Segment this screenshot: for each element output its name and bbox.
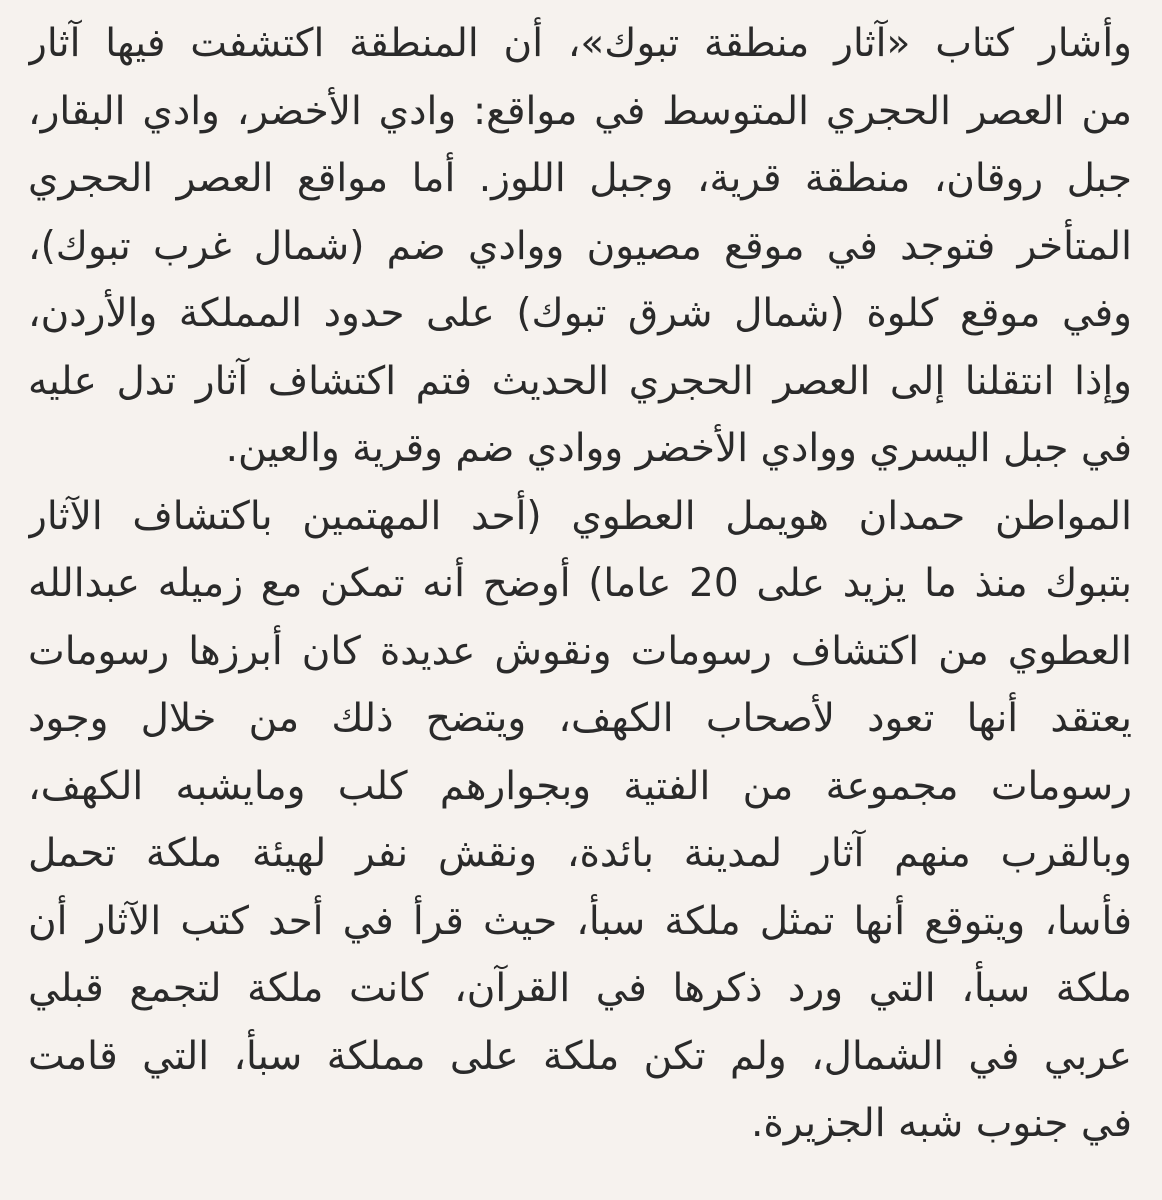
- text-line: المتأخر فتوجد في موقع مصيون ووادي ضم (شمال غرب تبوك)،: [28, 223, 1132, 269]
- text-line: عربي في الشمال، ولم تكن ملكة على مملكة سبأ، التي قامت: [28, 1033, 1132, 1079]
- text-line: المواطن حمدان هويمل العطوي (أحد المهتمين باكتشاف الآثار: [28, 493, 1132, 539]
- text-line: يعتقد أنها تعود لأصحاب الكهف، ويتضح ذلك من خلال وجود: [28, 696, 1132, 741]
- text-line: بتبوك منذ ما يزيد على 20 عاما) أوضح أنه تمكن مع زميله عبدالله: [28, 561, 1132, 606]
- text-line: في جنوب شبه الجزيرة.: [750, 1101, 1132, 1146]
- text-line: وإذا انتقلنا إلى العصر الحجري الحديث فتم اكتشاف آثار تدل عليه: [28, 358, 1132, 404]
- text-line: فأسا، ويتوقع أنها تمثل ملكة سبأ، حيث قرأ في أحد كتب الآثار أن: [28, 898, 1132, 944]
- text-line: جبل روقان، منطقة قرية، وجبل اللوز. أما مواقع العصر الحجري: [28, 156, 1132, 201]
- paragraph: [28, 483, 1132, 1158]
- text-line: وبالقرب منهم آثار لمدينة بائدة، ونقش نفر لهيئة ملكة تحمل: [28, 831, 1132, 876]
- text-line: ملكة سبأ، التي ورد ذكرها في القرآن، كانت ملكة لتجمع قبلي: [28, 966, 1132, 1011]
- text-line: العطوي من اكتشاف رسومات ونقوش عديدة كان أبرزها رسومات: [28, 628, 1132, 674]
- text-line: في جبل اليسري ووادي الأخضر ووادي ضم وقرية والعين.: [225, 426, 1132, 471]
- text-line: رسومات مجموعة من الفتية وبجوارهم كلب ومايشبه الكهف،: [28, 763, 1132, 809]
- text-line: وأشار كتاب «آثار منطقة تبوك»، أن المنطقة اكتشفت فيها آثار: [28, 21, 1132, 66]
- paragraph: [28, 10, 1132, 483]
- text-line: وفي موقع كلوة (شمال شرق تبوك) على حدود المملكة والأردن،: [28, 291, 1132, 336]
- text-line: من العصر الحجري المتوسط في مواقع: وادي الأخضر، وادي البقار،: [28, 88, 1132, 134]
